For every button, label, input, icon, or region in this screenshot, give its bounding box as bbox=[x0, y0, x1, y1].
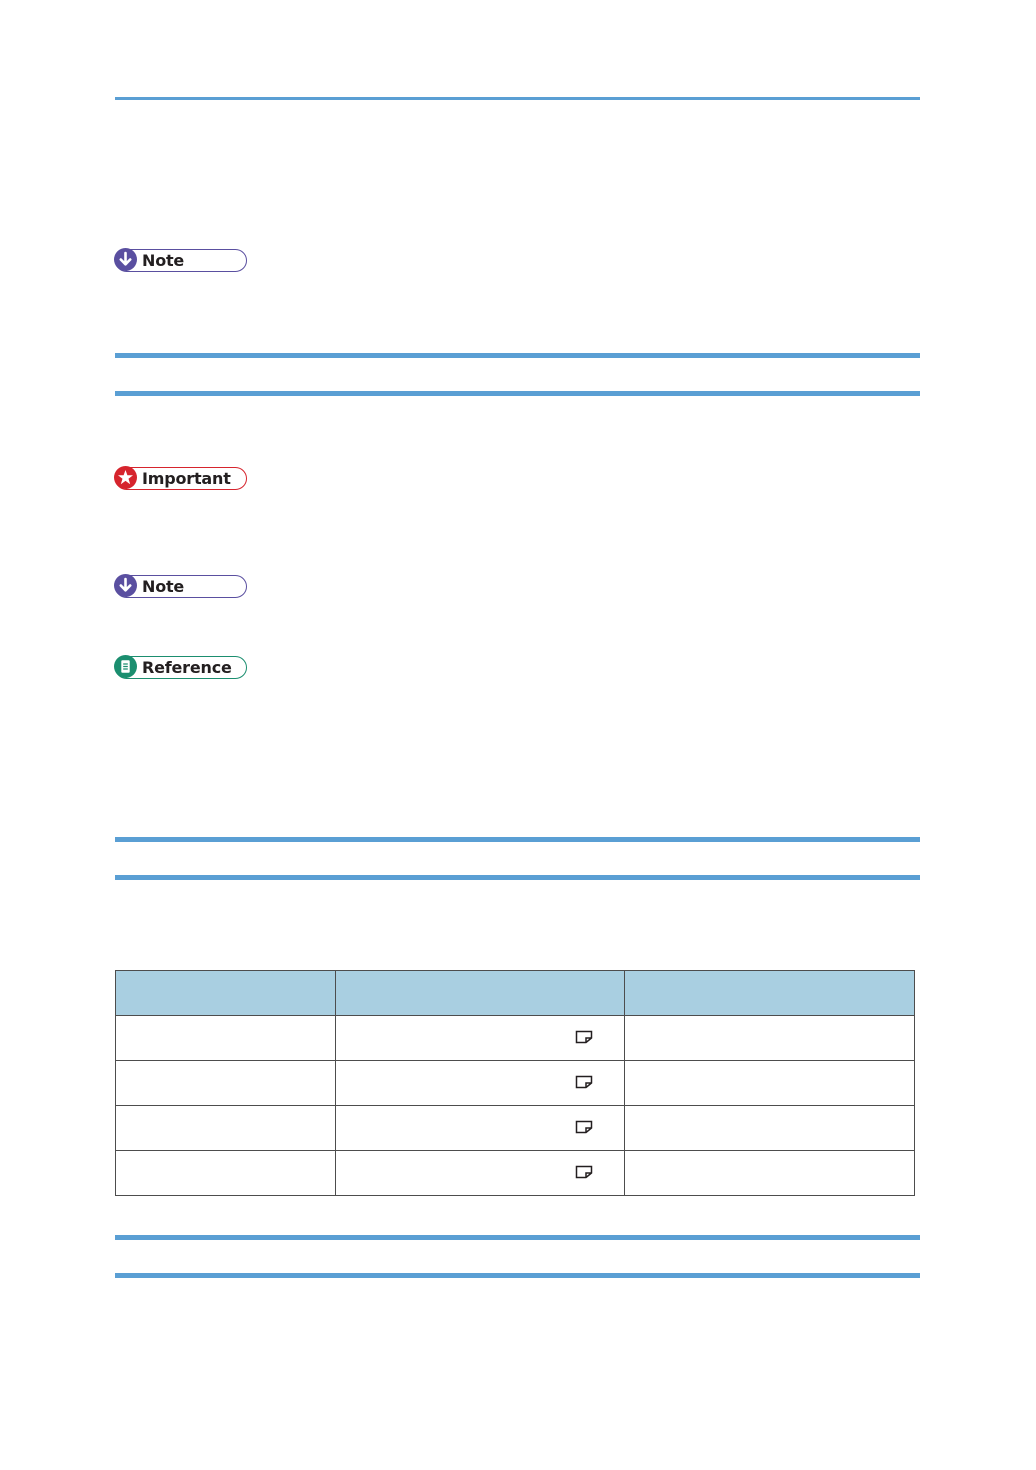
table-cell bbox=[116, 1016, 336, 1061]
paper-orientation-icon bbox=[575, 1165, 593, 1179]
paper-orientation-icon bbox=[575, 1120, 593, 1134]
table-cell bbox=[625, 1151, 915, 1196]
section-heading-rule-top bbox=[115, 837, 920, 842]
paper-orientation-icon bbox=[575, 1030, 593, 1044]
table-header-cell bbox=[336, 971, 625, 1016]
section-heading-rule-bottom bbox=[115, 391, 920, 396]
table-header-cell bbox=[625, 971, 915, 1016]
note-badge bbox=[115, 249, 247, 272]
paper-orientation-icon bbox=[575, 1075, 593, 1089]
table-cell bbox=[336, 1151, 625, 1196]
header-rule bbox=[115, 97, 920, 100]
note-badge bbox=[115, 575, 247, 598]
table-header-row bbox=[116, 971, 915, 1016]
table-row bbox=[116, 1151, 915, 1196]
table-cell bbox=[336, 1061, 625, 1106]
table-cell bbox=[625, 1106, 915, 1151]
settings-table bbox=[115, 970, 915, 1196]
table-cell bbox=[336, 1016, 625, 1061]
note-label: Note bbox=[142, 251, 185, 270]
document-icon bbox=[114, 655, 137, 678]
important-label: Important bbox=[142, 469, 231, 488]
table-cell bbox=[625, 1016, 915, 1061]
section-heading-rule-top bbox=[115, 353, 920, 358]
table-row bbox=[116, 1061, 915, 1106]
important-badge bbox=[115, 467, 247, 490]
section-heading-rule-bottom bbox=[115, 1273, 920, 1278]
table-cell bbox=[116, 1106, 336, 1151]
table-cell bbox=[336, 1106, 625, 1151]
section-heading-rule-top bbox=[115, 1235, 920, 1240]
table-cell bbox=[116, 1151, 336, 1196]
reference-badge bbox=[115, 656, 247, 679]
reference-label: Reference bbox=[142, 658, 232, 677]
note-label: Note bbox=[142, 577, 185, 596]
section-heading-rule-bottom bbox=[115, 875, 920, 880]
table-row bbox=[116, 1016, 915, 1061]
arrow-down-icon bbox=[114, 574, 137, 597]
table-row bbox=[116, 1106, 915, 1151]
arrow-down-icon bbox=[114, 248, 137, 271]
table-cell bbox=[116, 1061, 336, 1106]
table-cell bbox=[625, 1061, 915, 1106]
table-header-cell bbox=[116, 971, 336, 1016]
star-icon bbox=[114, 466, 137, 489]
